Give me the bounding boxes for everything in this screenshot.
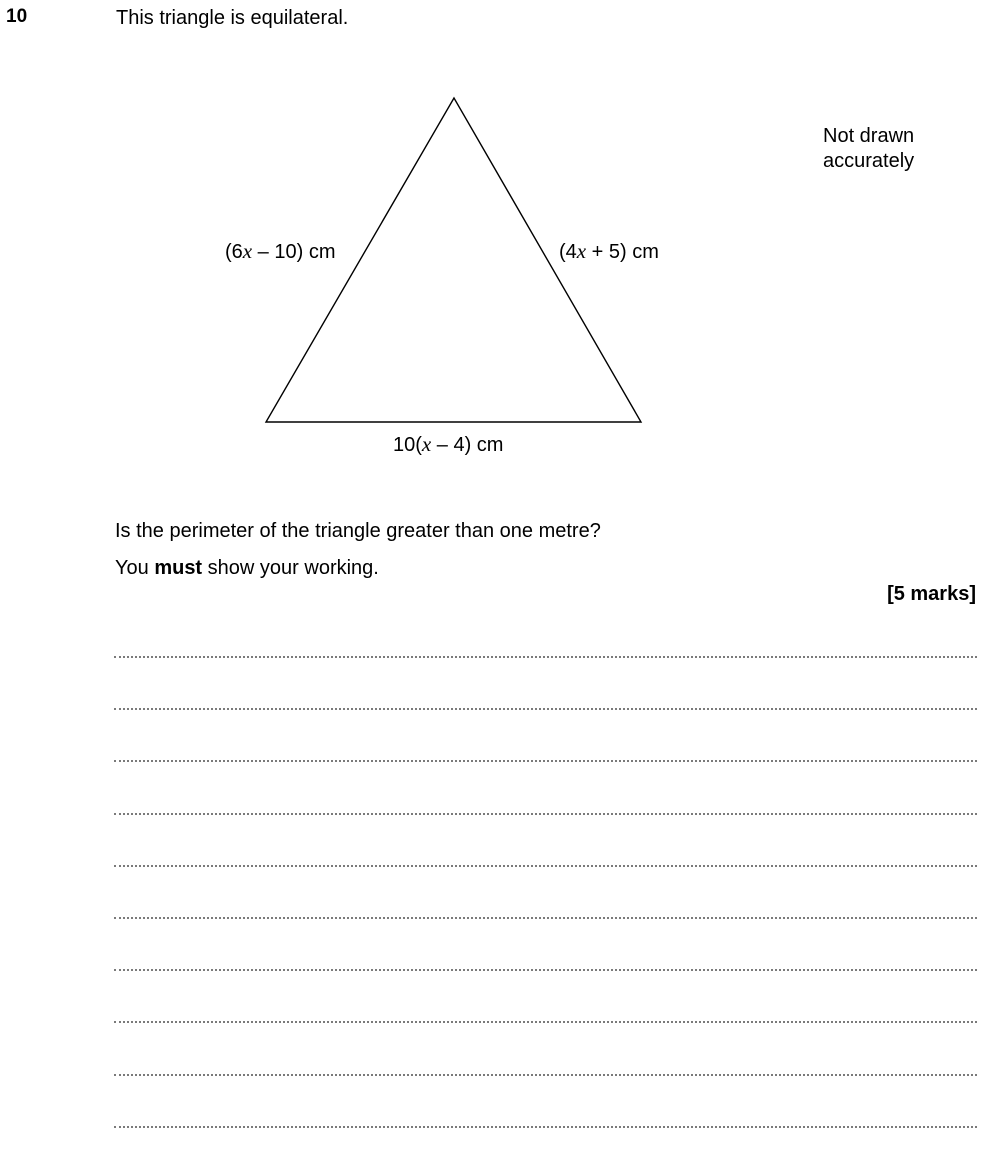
left-side-label: (6x – 10) cm xyxy=(225,239,336,263)
note-line-1: Not drawn xyxy=(823,125,915,147)
question-instruction: You must show your working. xyxy=(115,557,379,579)
question-number: 10 xyxy=(6,6,28,27)
answer-line[interactable] xyxy=(114,865,977,867)
question-prompt: Is the perimeter of the triangle greater than one metre? xyxy=(115,520,601,542)
answer-line[interactable] xyxy=(114,760,977,762)
answer-line[interactable] xyxy=(114,1126,977,1128)
right-side-label: (4x + 5) cm xyxy=(559,239,659,263)
answer-line[interactable] xyxy=(114,1074,977,1076)
answer-line[interactable] xyxy=(114,813,977,815)
answer-line[interactable] xyxy=(114,656,977,658)
answer-line[interactable] xyxy=(114,969,977,971)
note-line-2: accurately xyxy=(823,150,915,172)
answer-line[interactable] xyxy=(114,1021,977,1023)
marks-label: [5 marks] xyxy=(887,583,976,605)
question-stem: This triangle is equilateral. xyxy=(116,7,349,29)
answer-line[interactable] xyxy=(114,708,977,710)
base-side-label: 10(x – 4) cm xyxy=(393,432,504,456)
answer-line[interactable] xyxy=(114,917,977,919)
equilateral-triangle-diagram xyxy=(0,0,984,500)
